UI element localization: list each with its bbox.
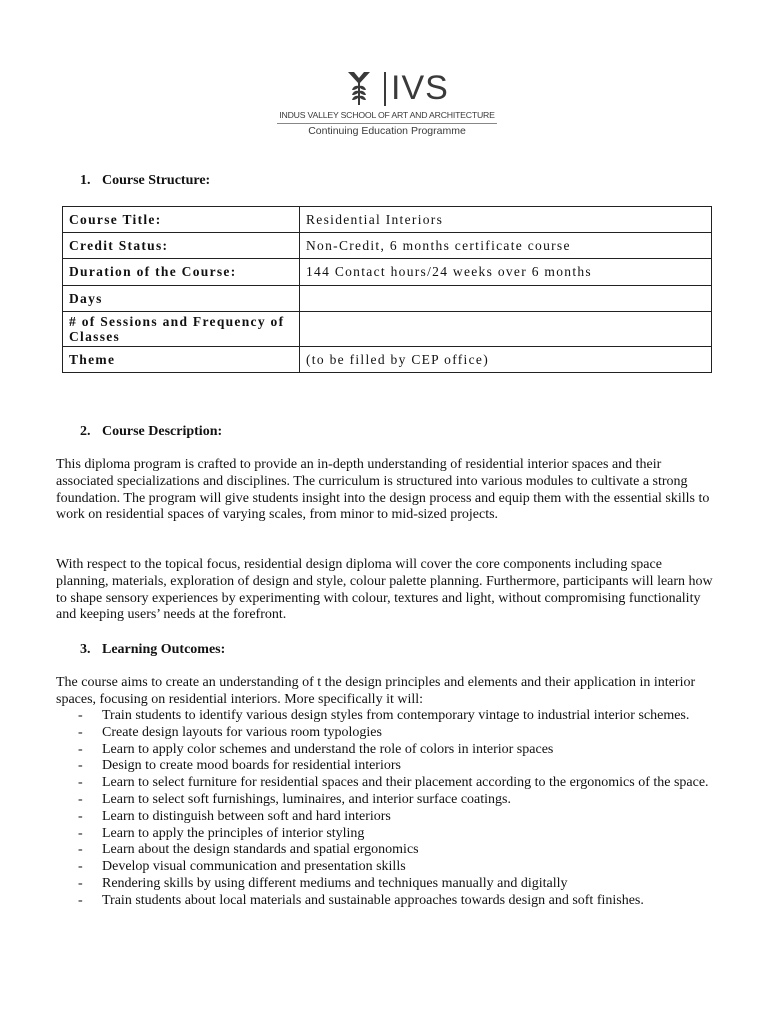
logo-wordmark: IVS (391, 69, 449, 107)
table-row (63, 312, 712, 347)
bullet-dash: - (78, 741, 83, 757)
table-row (63, 286, 712, 312)
outcomes-list (56, 708, 716, 910)
bullet-dash: - (78, 708, 83, 723)
list-item-text: Train students to identify various design styles from contemporary vintage to industrial interior schemes. (102, 708, 690, 723)
table-value (300, 312, 712, 347)
section-heading-course-description (80, 424, 222, 440)
bullet-dash: - (78, 859, 83, 875)
list-item-text: Learn about the design standards and spatial ergonomics (102, 842, 419, 858)
school-name: INDUS VALLEY SCHOOL OF ART AND ARCHITECTURE (279, 110, 495, 120)
programme-name: Continuing Education Programme (308, 125, 466, 137)
list-item-text: Learn to apply color schemes and understand the role of colors in interior spaces (102, 741, 554, 757)
table-label: Duration of the Course: (63, 259, 300, 286)
list-item-text: Train students about local materials and sustainable approaches towards design and soft finishes. (102, 892, 644, 908)
section-title: Course Structure: (102, 173, 211, 188)
table-value: Residential Interiors (300, 207, 712, 233)
table-value: Non-Credit, 6 months certificate course (300, 233, 712, 259)
list-item (56, 893, 716, 910)
table-value (300, 286, 712, 312)
logo-divider (384, 72, 386, 106)
list-item (56, 876, 716, 893)
bullet-dash: - (78, 875, 83, 891)
outcomes-intro: The course aims to create an understanding of t the design principles and elements and their application in interior spaces, focusing on residential interiors. More specifically it will: (56, 675, 696, 707)
list-item (56, 708, 716, 725)
list-item-text: Learn to distinguish between soft and hard interiors (102, 808, 391, 824)
bullet-dash: - (78, 758, 83, 774)
table-label: Days (63, 286, 300, 312)
list-item (56, 842, 716, 859)
section-title: Learning Outcomes: (102, 642, 226, 657)
list-item (56, 809, 716, 826)
table-row (63, 259, 712, 286)
table-label: Credit Status: (63, 233, 300, 259)
list-item-text: Create design layouts for various room typologies (102, 724, 382, 740)
list-item-text: Develop visual communication and presentation skills (102, 859, 406, 875)
wheat-emblem-icon (344, 70, 374, 106)
bullet-dash: - (78, 775, 83, 791)
section-title: Course Description: (102, 424, 223, 439)
section-number: 2. (80, 424, 91, 439)
table-row (63, 233, 712, 259)
section-number: 3. (80, 642, 91, 657)
bullet-dash: - (78, 808, 83, 824)
list-item (56, 792, 716, 809)
table-value: 144 Contact hours/24 weeks over 6 months (300, 259, 712, 286)
list-item (56, 758, 716, 775)
table-value: (to be filled by CEP office) (300, 347, 712, 373)
table-label: Theme (63, 347, 300, 373)
table-label: # of Sessions and Frequency of Classes (63, 312, 300, 347)
list-item-text: Learn to select furniture for residential spaces and their placement according to the ergonomics of the space. (102, 775, 709, 791)
description-paragraph: With respect to the topical focus, residential design diploma will cover the core components including space planning, materials, exploration of design and style, colour palette planning. Furthermore, participants will learn how to shape sensory experiences by experimenting with colour, textures and light, without compromising functionality and keeping users’ needs at the forefront. (56, 557, 713, 623)
bullet-dash: - (78, 825, 83, 841)
description-paragraph: This diploma program is crafted to provide an in-depth understanding of residential interior spaces and their associated specializations and disciplines. The curriculum is structured into various modules to cultivate a strong foundation. The program will give students insight into the design process and equip them with the essential skills to work on residential spaces of varying scales, from minor to mid-sized projects. (56, 457, 710, 523)
section-heading-course-structure (80, 173, 210, 189)
list-item (56, 859, 716, 876)
list-item (56, 775, 716, 792)
section-heading-learning-outcomes (80, 642, 225, 658)
course-structure-table (62, 206, 712, 373)
ivs-logo (270, 68, 502, 142)
section-number: 1. (80, 173, 91, 188)
list-item (56, 725, 716, 742)
list-item-text: Design to create mood boards for residential interiors (102, 758, 401, 774)
list-item-text: Rendering skills by using different mediums and techniques manually and digitally (102, 875, 568, 891)
table-row (63, 207, 712, 233)
bullet-dash: - (78, 724, 83, 740)
table-row (63, 347, 712, 373)
list-item (56, 826, 716, 843)
list-item-text: Learn to apply the principles of interior styling (102, 825, 365, 841)
bullet-dash: - (78, 842, 83, 858)
list-item (56, 742, 716, 759)
bullet-dash: - (78, 892, 83, 908)
table-label: Course Title: (63, 207, 300, 233)
list-item-text: Learn to select soft furnishings, luminaires, and interior surface coatings. (102, 791, 511, 807)
bullet-dash: - (78, 791, 83, 807)
logo-rule (277, 123, 497, 124)
